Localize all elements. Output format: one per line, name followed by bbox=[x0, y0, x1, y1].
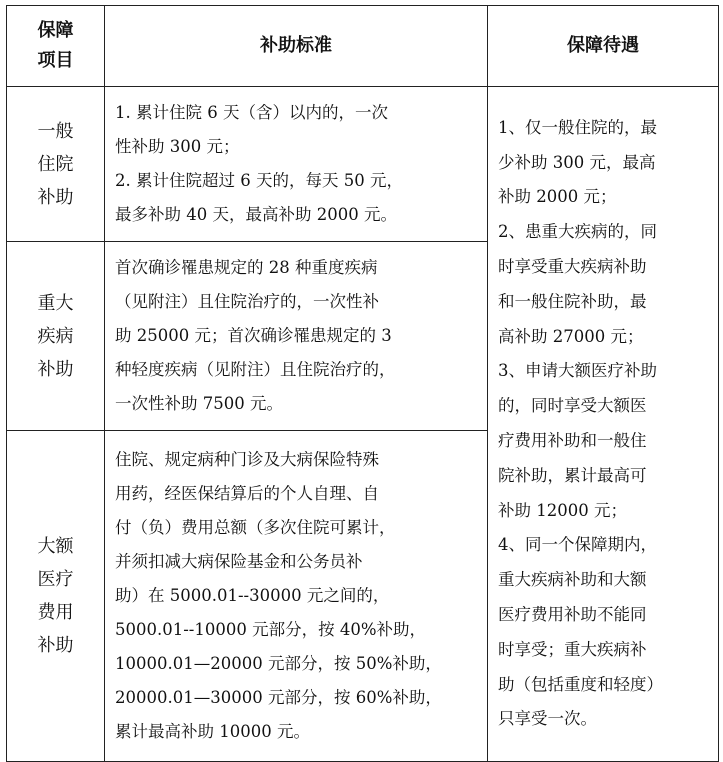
standard-line: 住院、规定病种门诊及大病保险特殊 bbox=[115, 450, 379, 469]
treatment-line: 补助 2000 元； bbox=[498, 187, 617, 207]
row-standard-general bbox=[105, 87, 488, 242]
standard-line: 2. 累计住院超过 6 天的，每天 50 元， bbox=[115, 171, 403, 190]
standard-line: 累计最高补助 10000 元。 bbox=[115, 722, 310, 741]
treatment-line: 院补助，累计最高可 bbox=[498, 465, 647, 485]
treatment-line: 1、仅一般住院的，最 bbox=[498, 117, 657, 137]
standard-line: 种轻度疾病（见附注）且住院治疗的， bbox=[115, 360, 396, 379]
treatment-line: 时享受重大疾病补助 bbox=[498, 257, 647, 277]
item-line: 疾病 bbox=[37, 325, 74, 347]
treatment-line: 的，同时享受大额医 bbox=[498, 396, 647, 416]
header-item-line: 保障 bbox=[37, 20, 74, 41]
treatment-line: 医疗费用补助不能同 bbox=[498, 604, 647, 624]
benefits-table bbox=[6, 5, 719, 762]
standard-line: （见附注）且住院治疗的，一次性补 bbox=[115, 292, 379, 311]
header-item bbox=[7, 6, 105, 87]
standard-line: 5000.01--10000 元部分，按 40%补助， bbox=[115, 620, 427, 639]
treatment-cell bbox=[488, 87, 719, 762]
standard-line: 助 25000 元；首次确诊罹患规定的 3 bbox=[115, 326, 392, 345]
header-standard: 补助标准 bbox=[105, 6, 488, 87]
standard-line: 首次确诊罹患规定的 28 种重度疾病 bbox=[115, 258, 378, 277]
treatment-line: 3、申请大额医疗补助 bbox=[498, 361, 657, 381]
table-row bbox=[7, 87, 719, 242]
row-item-major-illness bbox=[7, 242, 105, 431]
standard-line: 10000.01—20000 元部分，按 50%补助， bbox=[115, 654, 442, 673]
row-standard-large-medical bbox=[105, 431, 488, 762]
item-line: 大额 bbox=[37, 536, 74, 557]
item-line: 费用 bbox=[37, 602, 74, 623]
row-standard-major-illness bbox=[105, 242, 488, 431]
standard-line: 用药，经医保结算后的个人自理、自 bbox=[115, 484, 379, 503]
item-line: 住院 bbox=[37, 153, 74, 175]
item-line: 医疗 bbox=[37, 569, 74, 590]
treatment-line: 2、患重大疾病的，同 bbox=[498, 222, 657, 242]
standard-line: 一次性补助 7500 元。 bbox=[115, 394, 283, 413]
header-item-line: 项目 bbox=[37, 50, 74, 71]
standard-line: 最多补助 40 天，最高补助 2000 元。 bbox=[115, 205, 397, 224]
treatment-line: 时享受；重大疾病补 bbox=[498, 639, 647, 659]
treatment-line: 重大疾病补助和大额 bbox=[498, 570, 647, 590]
treatment-line: 补助 12000 元； bbox=[498, 500, 627, 520]
treatment-line: 高补助 27000 元； bbox=[498, 326, 644, 346]
standard-line: 付（负）费用总额（多次住院可累计， bbox=[115, 518, 396, 537]
treatment-line: 只享受一次。 bbox=[498, 709, 597, 729]
item-line: 补助 bbox=[37, 635, 74, 656]
treatment-line: 少补助 300 元，最高 bbox=[498, 152, 656, 172]
table-header-row bbox=[7, 6, 719, 87]
standard-line: 1. 累计住院 6 天（含）以内的，一次 bbox=[115, 103, 388, 122]
treatment-line: 和一般住院补助，最 bbox=[498, 291, 647, 311]
standard-line: 性补助 300 元； bbox=[115, 137, 240, 156]
standard-line: 助）在 5000.01--30000 元之间的， bbox=[115, 586, 390, 605]
item-line: 重大 bbox=[37, 292, 74, 314]
treatment-line: 疗费用补助和一般住 bbox=[498, 431, 647, 450]
item-line: 一般 bbox=[37, 120, 74, 142]
row-item-general bbox=[7, 87, 105, 242]
treatment-line: 4、同一个保障期内， bbox=[498, 535, 657, 555]
header-treatment: 保障待遇 bbox=[488, 6, 719, 87]
item-line: 补助 bbox=[37, 358, 74, 380]
row-item-large-medical bbox=[7, 431, 105, 762]
item-line: 补助 bbox=[37, 186, 74, 208]
standard-line: 并须扣减大病保险基金和公务员补 bbox=[115, 552, 363, 571]
treatment-line: 助（包括重度和轻度） bbox=[498, 674, 663, 694]
standard-line: 20000.01—30000 元部分，按 60%补助， bbox=[115, 688, 442, 707]
